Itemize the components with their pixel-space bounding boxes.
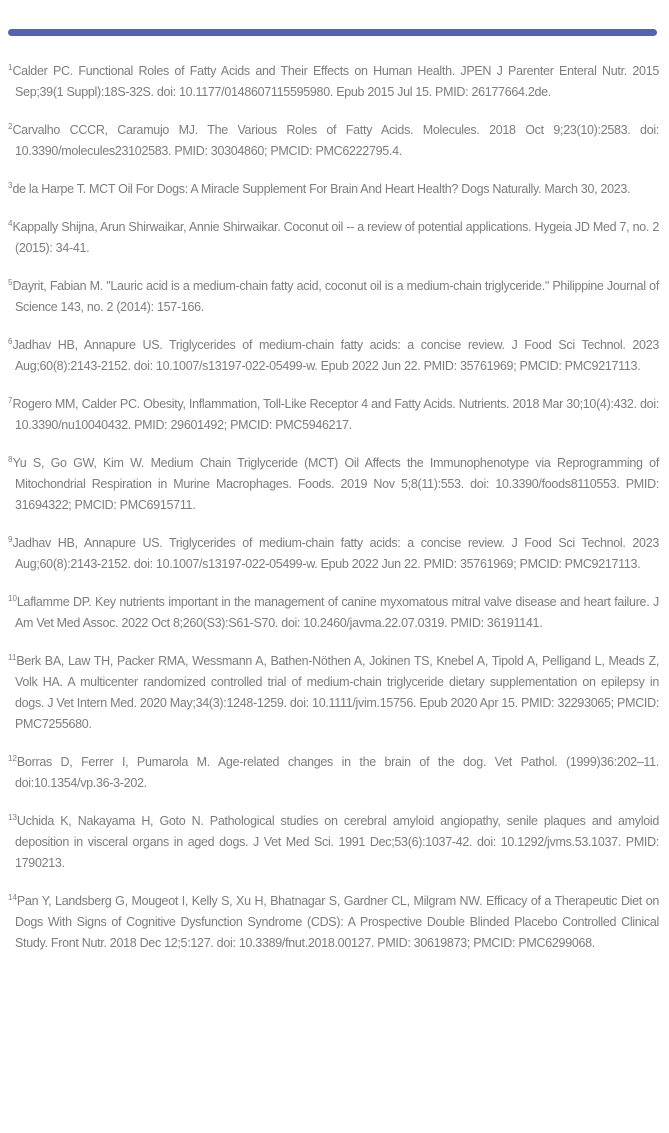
reference-text: Jadhav HB, Annapure US. Triglycerides of medium-chain fatty acids: a concise review. J Food Sci Technol. 2023 Aug;60(8):2143-2152. doi: 10.1007/s13197-022-05499-w. Epub 2022 Jun 22. PMID: 35761969; PMCID: PMC9217113.	[12, 536, 659, 571]
reference-item	[8, 592, 659, 634]
reference-item	[8, 811, 659, 874]
reference-number: 5	[8, 277, 13, 287]
reference-number: 3	[8, 180, 13, 190]
reference-text: Borras D, Ferrer I, Pumarola M. Age-related changes in the brain of the dog. Vet Pathol. (1999)36:202–11. doi:10.1354/vp.36-3-202.	[15, 755, 659, 790]
reference-number: 13	[8, 812, 17, 822]
reference-item	[8, 453, 659, 516]
reference-number: 14	[8, 892, 17, 902]
reference-text: Kappally Shijna, Arun Shirwaikar, Annie Shirwaikar. Coconut oil -- a review of potential applications. Hygeia JD Med 7, no. 2 (2015): 34-41.	[12, 220, 659, 255]
reference-text: Yu S, Go GW, Kim W. Medium Chain Triglyceride (MCT) Oil Affects the Immunophenotype via Reprogramming of Mitochondrial Respiration in Murine Macrophages. Foods. 2019 Nov 5;8(11):553. doi: 10.3390/foods8110553. PMID: 31694322; PMCID: PMC6915711.	[12, 456, 659, 512]
reference-number: 12	[8, 753, 17, 763]
reference-text: Jadhav HB, Annapure US. Triglycerides of medium-chain fatty acids: a concise review. J Food Sci Technol. 2023 Aug;60(8):2143-2152. doi: 10.1007/s13197-022-05499-w. Epub 2022 Jun 22. PMID: 35761969; PMCID: PMC9217113.	[12, 338, 659, 373]
reference-item	[8, 533, 659, 575]
reference-text: Laflamme DP. Key nutrients important in the management of canine myxomatous mitral valve disease and heart failure. J Am Vet Med Assoc. 2022 Oct 8;260(S3):S61-S70. doi: 10.2460/javma.22.07.0319. PMID: 36191141.	[15, 595, 659, 630]
reference-text: Pan Y, Landsberg G, Mougeot I, Kelly S, Xu H, Bhatnagar S, Gardner CL, Milgram NW. Efficacy of a Therapeutic Diet on Dogs With Signs of Cognitive Dysfunction Syndrome (CDS): A Prospective Double Blinded Placebo Controlled Clinical Study. Front Nutr. 2018 Dec 12;5:127. doi: 10.3389/fnut.2018.00127. PMID: 30619873; PMCID: PMC6299068.	[15, 894, 659, 950]
reference-item	[8, 276, 659, 318]
reference-item	[8, 179, 659, 200]
reference-item	[8, 120, 659, 162]
references-list	[8, 61, 659, 954]
reference-item	[8, 217, 659, 259]
reference-text: Uchida K, Nakayama H, Goto N. Pathological studies on cerebral amyloid angiopathy, senile plaques and amyloid deposition in visceral organs in aged dogs. J Vet Med Sci. 1991 Dec;53(6):1037-42. doi: 10.1292/jvms.53.1037. PMID: 1790213.	[15, 814, 659, 870]
reference-number: 6	[8, 336, 13, 346]
reference-number: 4	[8, 218, 13, 228]
reference-text: Berk BA, Law TH, Packer RMA, Wessmann A, Bathen-Nöthen A, Jokinen TS, Knebel A, Tipold A, Pelligand L, Meads Z, Volk HA. A multicenter randomized controlled trial of medium-chain triglyceride dietary supplementation on epilepsy in dogs. J Vet Intern Med. 2020 May;34(3):1248-1259. doi: 10.1111/jvim.15756. Epub 2020 Apr 15. PMID: 32293065; PMCID: PMC7255680.	[15, 654, 659, 731]
reference-item	[8, 335, 659, 377]
reference-number: 11	[8, 652, 17, 662]
reference-text: Dayrit, Fabian M. "Lauric acid is a medium-chain fatty acid, coconut oil is a medium-chain triglyceride." Philippine Journal of Science 143, no. 2 (2014): 157-166.	[12, 279, 659, 314]
reference-number: 8	[8, 454, 13, 464]
reference-number: 1	[8, 62, 13, 72]
reference-number: 9	[8, 534, 13, 544]
reference-number: 2	[8, 121, 13, 131]
reference-text: Calder PC. Functional Roles of Fatty Acids and Their Effects on Human Health. JPEN J Parenter Enteral Nutr. 2015 Sep;39(1 Suppl):18S-32S. doi: 10.1177/0148607115595980. Epub 2015 Jul 15. PMID: 26177664.2de.	[12, 64, 659, 99]
reference-text: de la Harpe T. MCT Oil For Dogs: A Miracle Supplement For Brain And Heart Health? Dogs Naturally. March 30, 2023.	[12, 182, 631, 196]
reference-item	[8, 752, 659, 794]
reference-item	[8, 891, 659, 954]
accent-bar	[8, 29, 657, 36]
reference-item	[8, 651, 659, 735]
reference-number: 10	[8, 593, 17, 603]
reference-item	[8, 61, 659, 103]
reference-text: Rogero MM, Calder PC. Obesity, Inflammation, Toll-Like Receptor 4 and Fatty Acids. Nutrients. 2018 Mar 30;10(4):432. doi: 10.3390/nu10040432. PMID: 29601492; PMCID: PMC5946217.	[12, 397, 659, 432]
reference-text: Carvalho CCCR, Caramujo MJ. The Various Roles of Fatty Acids. Molecules. 2018 Oct 9;23(10):2583. doi: 10.3390/molecules23102583. PMID: 30304860; PMCID: PMC6222795.4.	[12, 123, 659, 158]
reference-number: 7	[8, 395, 13, 405]
reference-item	[8, 394, 659, 436]
